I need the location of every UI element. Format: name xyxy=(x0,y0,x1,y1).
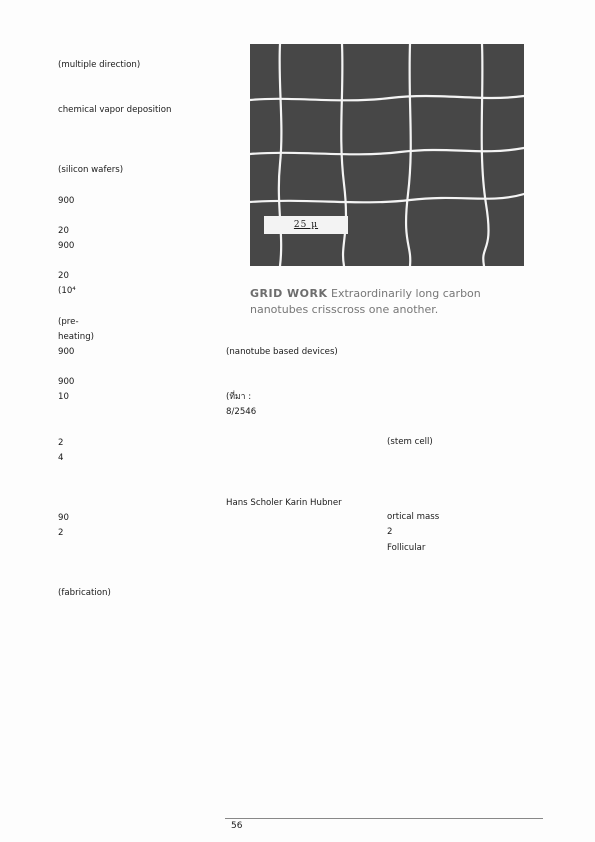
body-term: heating) xyxy=(58,331,95,342)
body-term: (multiple direction) xyxy=(58,60,141,70)
body-term: (10⁴ xyxy=(58,286,76,297)
body-term: 2 xyxy=(58,437,64,448)
body-term: chemical vapor deposition xyxy=(58,105,172,116)
body-term: 900 xyxy=(58,377,75,388)
right-column xyxy=(387,330,539,556)
body-term: (silicon wafers) xyxy=(58,165,124,176)
body-term: 20 xyxy=(58,225,69,236)
body-term: 900 xyxy=(58,195,75,206)
body-term: (pre- xyxy=(58,316,79,327)
body-term: 2 xyxy=(58,528,64,539)
figure-caption xyxy=(250,286,526,318)
body-term: (stem cell) xyxy=(387,437,433,447)
nanotube-micrograph xyxy=(250,44,524,266)
body-term: (nanotube based devices) xyxy=(226,347,338,357)
body-term: Follicular xyxy=(387,542,426,553)
body-term: 900 xyxy=(58,347,75,358)
body-term: 2 xyxy=(387,527,393,538)
body-term: ortical mass xyxy=(387,512,440,523)
scale-bar xyxy=(264,216,348,234)
body-term: 4 xyxy=(58,452,64,463)
page-footer xyxy=(225,818,543,831)
middle-column xyxy=(226,330,376,511)
source-note-number: 8/2546 xyxy=(226,407,257,418)
caption-text: Extraordinarily long carbon nanotubes crisscross one another. xyxy=(250,287,481,316)
caption-heading: GRID WORK xyxy=(250,287,328,300)
source-note-prefix: (ที่มา : xyxy=(226,392,252,403)
scale-label: 25 µ xyxy=(293,220,319,230)
researcher-names: Hans Scholer Karin Hubner xyxy=(226,497,342,508)
body-term: 90 xyxy=(58,513,69,524)
figure xyxy=(226,40,536,325)
page-number: 56 xyxy=(231,821,243,831)
body-term: (fabrication) xyxy=(58,588,111,599)
body-term: 900 xyxy=(58,241,75,252)
body-term: 20 xyxy=(58,271,69,282)
left-column xyxy=(58,58,214,602)
body-term: 10 xyxy=(58,392,69,403)
